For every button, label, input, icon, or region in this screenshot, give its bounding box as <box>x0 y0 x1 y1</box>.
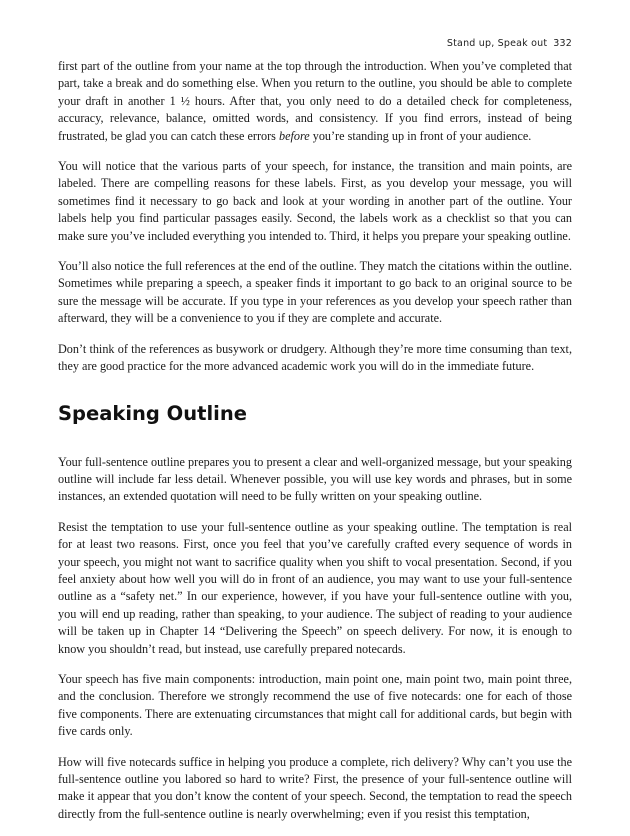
paragraph <box>58 58 572 145</box>
running-title: Stand up, Speak out <box>446 38 548 49</box>
paragraph: Don’t think of the references as busywork or drudgery. Although they’re more time consuming than text, they are good practice for the more advanced academic work you will do in the immediate future. <box>58 341 572 374</box>
paragraph-text: first part of the outline from your name at the top through the introduction. When you’ve completed that part, take a break and do something else. When you return to the outline, you should be able to complete your draft in another 1 ½ hours. After that, you only need to do a detailed check for completeness, accuracy, relevance, balance, omitted words, and consistency. If you find errors, instead of being frustrated, be glad you can catch these errors <box>58 59 572 143</box>
paragraph: You will notice that the various parts of your speech, for instance, the transition and main points, are labeled. There are compelling reasons for these labels. First, as you develop your message, you will sometimes find it necessary to go back and look at your wording in another part of the outline. Your labels help you find particular passages easily. Second, the labels work as a checklist so that you can make sure you’ve included everything you intended to. Third, it helps you prepare your speaking outline. <box>58 159 572 243</box>
section-heading: Speaking Outline <box>58 401 247 425</box>
paragraph-text: you’re standing up in front of your audience. <box>309 128 532 143</box>
paragraph: You’ll also notice the full references at the end of the outline. They match the citations within the outline. Sometimes while preparing a speech, a speaker finds it important to go back to an original source to be sure the message will be accurate. If you type in your references as you develop your speech rather than afterward, they will be a convenience to you if they are complete and accurate. <box>58 259 572 326</box>
paragraph: Your speech has five main components: introduction, main point one, main point two, main point three, and the conclusion. Therefore we strongly recommend the use of five notecards: one for each of those five components. There are extenuating circumstances that might call for additional cards, but begin with five cards only. <box>58 671 572 739</box>
paragraph: Resist the temptation to use your full-sentence outline as your speaking outline. The temptation is real for at least two reasons. First, once you feel that you’ve carefully crafted every sequence of words in your speech, you might not want to sacrifice quality when you shift to vocal presentation. Second, if you feel anxiety about how well you will do in front of an audience, you may want to use your full-sentence outline as a “safety net.” In our experience, however, if you have your full-sentence outline with you, you will end up reading, rather than speaking, to your audience. The subject of reading to your audience will be taken up in Chapter 14 “Delivering the Speech” on speech delivery. For now, it is enough to know you shouldn’t read, but instead, use carefully prepared notecards. <box>58 519 572 656</box>
page-number: 332 <box>553 38 572 49</box>
emphasis-text: before <box>278 128 310 143</box>
paragraph: How will five notecards suffice in helping you produce a complete, rich delivery? Why can’t you use the full-sentence outline you labored so hard to write? First, the presence of your full-sentence outline will make it appear that you don’t know the content of your speech. Second, the temptation to read the speech directly from the full-sentence outline is nearly overwhelming; even if you resist this temptation, <box>58 754 572 821</box>
running-header <box>447 38 572 49</box>
page-body <box>58 58 572 836</box>
paragraph: Your full-sentence outline prepares you to present a clear and well-organized message, but your speaking outline will include far less detail. Whenever possible, you will use key words and phrases, but in some instances, an extended quotation will need to be fully written on your speaking outline. <box>58 454 572 504</box>
